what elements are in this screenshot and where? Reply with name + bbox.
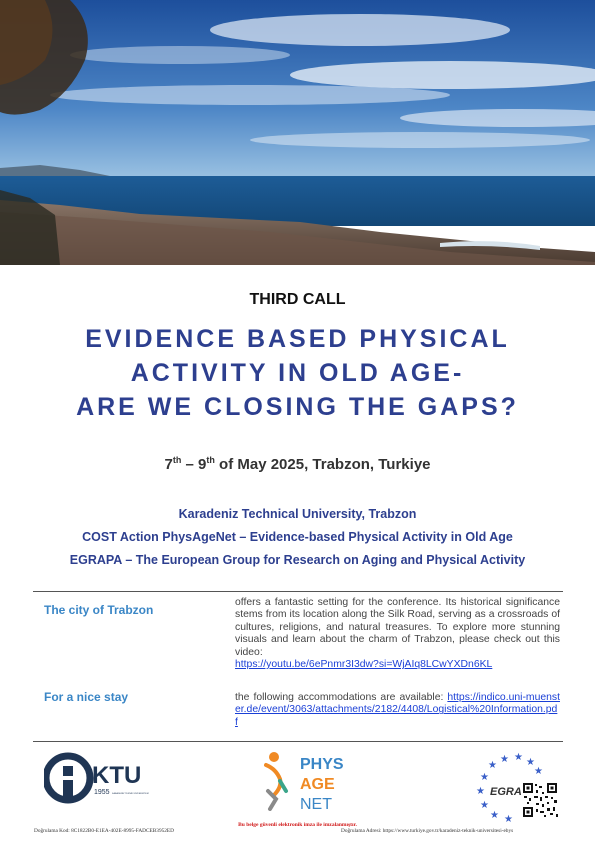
start-day: 7 — [164, 456, 173, 473]
svg-text:★: ★ — [488, 760, 497, 771]
start-suffix: th — [172, 455, 182, 465]
svg-text:★: ★ — [480, 772, 489, 783]
svg-text:★: ★ — [480, 800, 489, 811]
qr-code — [522, 782, 558, 818]
svg-text:★: ★ — [514, 752, 523, 763]
net-text: NET — [300, 796, 332, 811]
hero-photo-trabzon — [0, 0, 595, 265]
svg-text:★: ★ — [526, 757, 535, 768]
city-text: offers a fantastic setting for the conference. Its historical significance stems from its location along the Silk Road, serving as a crossroads of cultures, religions, and natural treasures. To explore more stunning visuals and learn about the charm of Trabzon, please check out this video: — [235, 597, 560, 658]
egrapa-logo — [470, 752, 560, 822]
host-university: Karadeniz Technical University, Trabzon — [178, 507, 417, 521]
end-suffix: th — [206, 455, 215, 465]
title-line-1: EVIDENCE BASED PHYSICAL — [85, 325, 510, 353]
svg-text:★: ★ — [504, 814, 513, 822]
svg-text:★: ★ — [490, 810, 499, 821]
phys-text: PHYS — [300, 756, 344, 773]
city-label: The city of Trabzon — [44, 603, 154, 617]
page-title — [0, 322, 595, 424]
egrapa-text: EGRA — [490, 786, 522, 798]
physagenet-logo — [262, 751, 362, 811]
stay-label: For a nice stay — [44, 690, 129, 704]
svg-text:★: ★ — [534, 766, 543, 777]
svg-text:★: ★ — [500, 754, 509, 765]
stay-description — [235, 692, 560, 729]
date-separator: – — [181, 456, 199, 473]
signature-note: Bu belge güvenli elektronik imza ile imzalanmıştır. — [238, 822, 357, 828]
accommodation-link[interactable]: https://indico.uni-muenster.de/event/3063/attachments/2182/4408/Logistical%20Information.pdf — [235, 692, 560, 728]
top-divider — [33, 591, 563, 592]
bottom-divider — [33, 741, 563, 742]
title-line-3: ARE WE CLOSING THE GAPS? — [76, 393, 519, 421]
end-day: 9 — [198, 456, 207, 473]
cost-action: COST Action PhysAgeNet – Evidence-based Physical Activity in Old Age — [82, 530, 513, 544]
verification-code: Doğrulama Kod: 8C1822B0-E1EA-402E-8995-FADCEB3952ED — [34, 828, 174, 834]
egrapa-organizer: EGRAPA – The European Group for Research on Aging and Physical Activity — [69, 553, 526, 567]
ktu-logo — [44, 752, 154, 804]
age-text: AGE — [300, 776, 335, 793]
stay-text: the following accommodations are available: — [235, 692, 448, 703]
event-dates — [0, 455, 595, 473]
date-rest: of May 2025, Trabzon, Turkiye — [214, 456, 431, 473]
svg-text:★: ★ — [476, 786, 485, 797]
verification-address: Doğrulama Adresi: https://www.turkiye.gov.tr/karadeniz-teknik-universitesi-ebys — [341, 828, 514, 834]
ktu-year: 1955 — [94, 789, 110, 796]
ktu-name: KTU — [92, 762, 142, 789]
trabzon-video-link[interactable]: https://youtu.be/6ePnmr3I3dw?si=WjAIq8LCwYXDn6KL — [235, 659, 493, 671]
ktu-sub: KARADENİZ TEKNİK ÜNİVERSİTESİ — [112, 793, 149, 795]
call-label: THIRD CALL — [249, 291, 346, 308]
title-line-2: ACTIVITY IN OLD AGE- — [130, 359, 465, 387]
city-description — [235, 597, 560, 671]
